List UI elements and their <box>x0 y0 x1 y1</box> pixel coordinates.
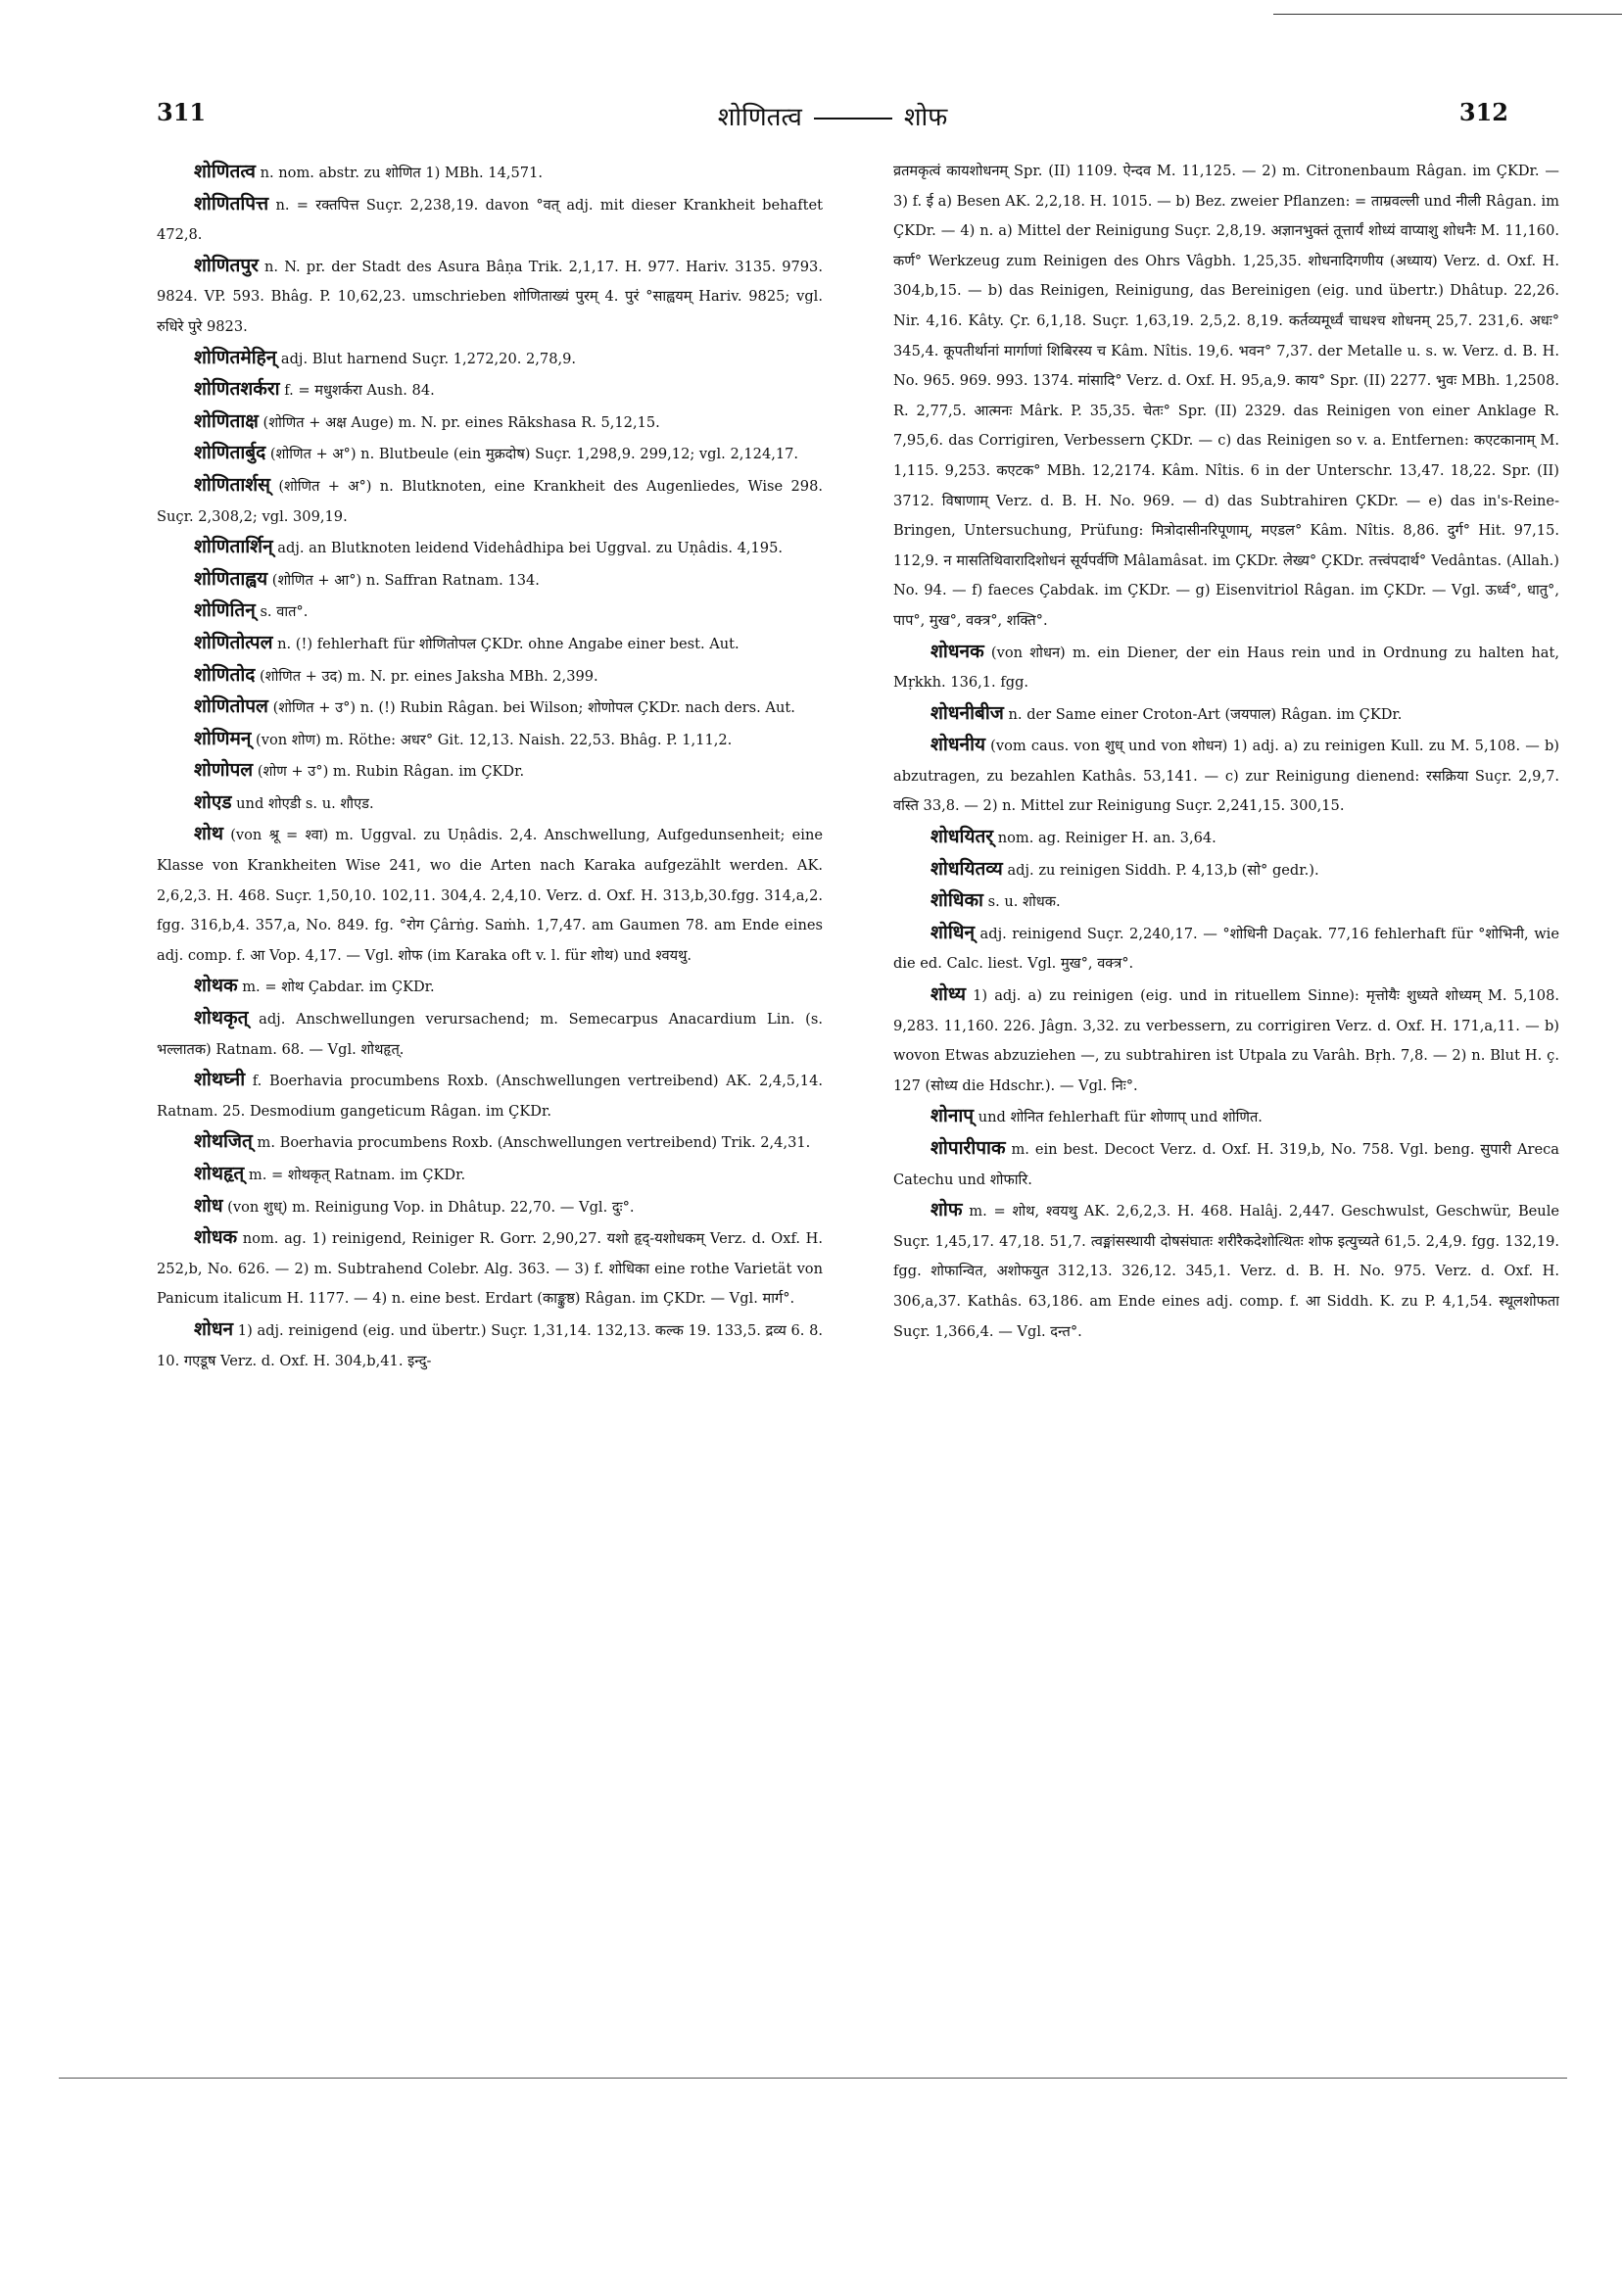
bottom-rule <box>59 2078 1567 2079</box>
dictionary-entry <box>157 532 823 564</box>
entry-headword: शोथकृत् <box>194 1007 249 1029</box>
top-edge-rule <box>1273 14 1622 15</box>
entry-headword: शोणितशर्करा <box>194 378 280 401</box>
dictionary-entry <box>893 730 1559 822</box>
dictionary-entry <box>157 374 823 407</box>
entry-text: n. = रक्तपित्त Suçr. 2,238,19. davon °वत् adj. mit dieser Krankheit behaftet 472,8. <box>157 196 823 244</box>
dictionary-entry <box>893 637 1559 698</box>
entry-headword: शोणितिन् <box>194 599 256 622</box>
entry-text: s. u. शोधक. <box>987 893 1061 911</box>
entry-text: m. = शोथकृत् Ratnam. im ÇKDr. <box>248 1167 466 1183</box>
dictionary-entry <box>157 755 823 788</box>
entry-headword: शोणितोपल <box>194 695 268 718</box>
dictionary-entry <box>157 1065 823 1126</box>
entry-headword: शोणोपल <box>194 759 254 782</box>
entry-text: व्रतमकृत्वं कायशोधनम् Spr. (II) 1109. ऐन्दव M. 11,125. — 2) m. Citronenbaum Râgan. im ÇKDr. — 3) f. ई a) Besen AK. 2,2,18. H. 1015. — b) Bez. zweier Pflanzen: = ताम्रवल्ली und नीली Râgan. im ÇKDr. — 4) n. a) Mittel der Reinigung Suçr. 2,8,19. अज्ञानभुक्तं तूत्तार्यं शोध्यं वाप्याशु शोधनैः M. 11,160. कर्ण° Werkzeug zum Reinigen des Ohrs Vâgbh. 1,25,35. शोधनादिगणीय (अध्याय) Verz. d. Oxf. H. 304,b,15. — b) das Reinigen, Reinigung, das Bereinigen (eig. und übertr.) Dhâtup. 22,26. Nir. 4,16. Kâty. Çr. 6,1,18. Suçr. 1,63,19. 2,5,2. 8,19. कर्तव्यमूर्ध्वं चाधश्च शोधनम् 25,7. 231,6. अधः° 345,4. कूपतीर्थानां मार्गाणां शिबिरस्य च Kâm. Nîtis. 19,6. भवन° 7,37. der Metalle u. s. w. Verz. d. B. H. No. 965. 969. 993. 1374. मांसादि° Verz. d. Oxf. H. 95,a,9. काय° Spr. (II) 2277. भुवः MBh. 1,2508. R. 2,77,5. आत्मनः Mârk. P. 35,35. चेतः° Spr. (II) 2329. das Reinigen von einer Anklage R. 7,95,6. das Corrigiren, Verbessern ÇKDr. — c) das Reinigen so v. a. Entfernen: कएटकानाम् M. 1,115. 9,253. कएटक° MBh. 12,2174. Kâm. Nîtis. 6 in der Unterschr. 13,47. 18,22. Spr. (II) 3712. विषाणाम् Verz. d. B. H. No. 969. — d) das Subtrahiren ÇKDr. — e) das in's-Reine-Bringen, Untersuchung, Prüfung: मित्रोदासीनरिपूणाम्, मएडल° Kâm. Nîtis. 8,86. दुर्ग° Hit. 97,15. 112,9. न मासतिथिवारादिशोधनं सूर्यपर्वणि Mâlamâsat. im ÇKDr. लेख्य° ÇKDr. तत्त्वंपदार्थ° Vedântas. (Allah.) No. 94. — f) faeces Çabdak. im ÇKDr. — g) Eisenvitriol Râgan. im ÇKDr. — Vgl. ऊर्ध्व°, धातु°, पाप°, मुख°, वक्त्र°, शक्ति°. <box>893 163 1559 629</box>
dictionary-entry <box>157 596 823 628</box>
entry-headword: शोधनक <box>930 640 984 662</box>
dictionary-entry <box>157 1003 823 1065</box>
dictionary-entry <box>157 1191 823 1223</box>
entry-headword: शोणिमन् <box>194 727 252 749</box>
entry-text: adj. Anschwellungen verursachend; m. Semecarpus Anacardium Lin. (s. भल्लातक) Ratnam. 68. — Vgl. शोथहृत्. <box>157 1011 823 1058</box>
entry-headword: शोधयितव्य <box>930 857 1003 880</box>
entry-text: (von शोधन) m. ein Diener, der ein Haus rein und in Ordnung zu halten hat, Mṛkkh. 136,1. fgg. <box>893 644 1559 692</box>
entry-headword: शोधिन् <box>930 921 975 943</box>
dictionary-entry <box>157 251 823 343</box>
entry-headword: शोथ <box>194 823 223 845</box>
page-number-left: 311 <box>157 98 207 126</box>
dictionary-entry <box>157 1159 823 1191</box>
entry-headword: शोथहृत् <box>194 1163 245 1184</box>
dictionary-entry <box>893 1101 1559 1133</box>
entry-text: (शोणित + अक्ष Auge) m. N. pr. eines Rākshasa R. 5,12,15. <box>262 413 660 431</box>
dictionary-entry <box>157 971 823 1003</box>
dictionary-entry <box>157 788 823 820</box>
entry-headword: शोणितपित्त <box>194 192 269 215</box>
dictionary-entry <box>157 407 823 439</box>
page-header <box>157 98 1508 137</box>
entry-headword: शोणितार्शिन् <box>194 536 273 558</box>
dictionary-entry <box>157 724 823 756</box>
dictionary-entry <box>157 1315 823 1376</box>
dictionary-entry <box>157 692 823 724</box>
dictionary-entry <box>157 470 823 532</box>
dictionary-entry <box>157 628 823 660</box>
right-column <box>893 157 1559 2018</box>
dictionary-entry <box>893 980 1559 1101</box>
dictionary-entry <box>893 885 1559 918</box>
entry-text: (von श्रू = श्वा) m. Uggval. zu Uṇâdis. 2,4. Anschwellung, Aufgedunsenheit; eine Klasse von Krankheiten Wise 241, wo die Arten nach Karaka aufgezählt werden. AK. 2,6,2,3. H. 468. Suçr. 1,50,10. 102,11. 304,4. 2,4,10. Verz. d. Oxf. H. 313,b,30.fgg. 314,a,2. fgg. 316,b,4. 357,a, No. 849. fg. °रोग Çârṅg. Saṁh. 1,7,47. am Gaumen 78. am Ende eines adj. comp. f. आ Vop. 4,17. — Vgl. शोफ (im Karaka oft v. l. für शोथ) und श्वयथु. <box>157 827 823 964</box>
dictionary-entry <box>893 1195 1559 1347</box>
entry-text: m. = शोथ Çabdar. im ÇKDr. <box>242 979 435 996</box>
entry-text: f. Boerhavia procumbens Roxb. (Anschwellungen vertreibend) AK. 2,4,5,14. Ratnam. 25. Desmodium gangeticum Râgan. im ÇKDr. <box>157 1073 823 1120</box>
entry-headword: शोणितमेहिन् <box>194 346 277 368</box>
entry-headword: शोणितोद <box>194 663 256 686</box>
entry-headword: शोणितपुर <box>194 254 259 276</box>
entry-headword: शोध <box>194 1194 223 1217</box>
dictionary-entry <box>893 1133 1559 1195</box>
entry-text: n. (!) fehlerhaft für शोणितोपल ÇKDr. ohne Angabe einer best. Aut. <box>277 635 739 652</box>
dictionary-entry <box>893 157 1559 637</box>
entry-text: (शोणित + आ°) n. Saffran Ratnam. 134. <box>271 571 540 589</box>
entry-headword: शोएड <box>194 790 232 813</box>
entry-text: m. Boerhavia procumbens Roxb. (Anschwellungen vertreibend) Trik. 2,4,31. <box>257 1134 811 1152</box>
entry-headword: शोधनीबीज <box>930 701 1004 724</box>
running-head-right: शोफ <box>903 103 948 132</box>
dictionary-entry <box>157 189 823 251</box>
left-column <box>157 157 823 2018</box>
dictionary-entry <box>893 918 1559 980</box>
dictionary-entry <box>157 343 823 375</box>
entry-text: (von शुध्) m. Reinigung Vop. in Dhâtup. 22,70. — Vgl. दुः°. <box>227 1198 635 1216</box>
entry-text: m. = शोथ, श्वयथु AK. 2,6,2,3. H. 468. Halâj. 2,447. Geschwulst, Geschwür, Beule Suçr. 1,45,17. 47,18. 51,7. त्वङ्मांसस्थायी दोषसंघातः शरीरैकदेशोत्थितः शोफ इत्युच्यते 61,5. 2,4,9. fgg. 132,19. fgg. शोफान्वित, अशोफयुत 312,13. 326,12. 345,1. Verz. d. B. H. No. 975. Verz. d. Oxf. H. 306,a,37. Kathâs. 63,186. am Ende eines adj. comp. f. आ Siddh. K. zu P. 4,1,54. स्थूलशोफता Suçr. 1,366,4. — Vgl. दन्त°. <box>893 1203 1559 1340</box>
entry-text: (von शोण) m. Röthe: अधर° Git. 12,13. Naish. 22,53. Bhâg. P. 1,11,2. <box>256 731 733 748</box>
entry-text: (शोणित + उ°) n. (!) Rubin Râgan. bei Wilson; शोणोपल ÇKDr. nach ders. Aut. <box>272 699 795 717</box>
entry-text: adj. zu reinigen Siddh. P. 4,13,b (सो° gedr.). <box>1007 861 1319 879</box>
entry-text: s. वात°. <box>260 603 309 621</box>
dictionary-entry <box>157 564 823 597</box>
entry-headword: शोध्य <box>930 983 967 1006</box>
dictionary-entry <box>157 157 823 189</box>
dictionary-entry <box>157 1126 823 1159</box>
dictionary-entry <box>893 698 1559 731</box>
dictionary-entry <box>157 819 823 971</box>
entry-headword: शोथजित् <box>194 1130 253 1153</box>
entry-headword: शोधिका <box>930 889 983 912</box>
entry-text: m. ein best. Decoct Verz. d. Oxf. H. 319,b, No. 758. Vgl. beng. सुपारी Areca Catechu und शोफारि. <box>893 1141 1559 1188</box>
entry-headword: शोणिताक्ष <box>194 409 259 432</box>
entry-text: und शोएडी s. u. शौएड. <box>236 794 374 812</box>
running-head-left: शोणितत्व <box>717 103 802 132</box>
entry-headword: शोणितत्व <box>194 161 256 182</box>
entry-text: und शोनित fehlerhaft für शोणाप् und शोणित. <box>978 1109 1263 1126</box>
entry-text: n. nom. abstr. zu शोणित 1) MBh. 14,571. <box>260 165 543 181</box>
dictionary-entry <box>893 854 1559 886</box>
entry-text: (शोणित + अ°) n. Blutbeule (ein मुक्रदोष) Suçr. 1,298,9. 299,12; vgl. 2,124,17. <box>269 446 799 463</box>
entry-text: n. der Same einer Croton-Art (जयपाल) Râgan. im ÇKDr. <box>1008 705 1403 723</box>
entry-headword: शोथक <box>194 975 238 997</box>
running-head <box>157 98 1508 133</box>
entry-headword: शोणितोत्पल <box>194 631 273 653</box>
entry-headword: शोणिताह्वय <box>194 567 268 590</box>
entry-text: n. N. pr. der Stadt des Asura Bâṇa Trik. 2,1,17. H. 977. Hariv. 3135. 9793. 9824. VP. 593. Bhâg. P. 10,62,23. umschrieben शोणिताख्यं पुरम् 4. पुरं °साह्वयम् Hariv. 9825; vgl. रुधिरे पुरे 9823. <box>157 258 823 335</box>
entry-headword: शोधन <box>194 1317 234 1340</box>
entry-text: (vom caus. von शुध् und von शोधन) 1) adj. a) zu reinigen Kull. zu M. 5,108. — b) abzutragen, zu bezahlen Kathâs. 53,141. — c) zur Reinigung dienend: रसक्रिया Suçr. 2,9,7. वस्ति 33,8. — 2) n. Mittel zur Reinigung Suçr. 2,241,15. 300,15. <box>893 738 1559 815</box>
entry-text: 1) adj. a) zu reinigen (eig. und in rituellem Sinne): मृत्तोयैः शुध्यते शोध्यम् M. 5,108. 9,283. 11,160. 226. Jâgn. 3,32. zu verbessern, zu corrigiren Verz. d. Oxf. H. 171,a,11. — b) wovon Etwas abzuziehen —, zu subtrahiren ist Utpala zu Varâh. Bṛh. 7,8. — 2) n. Blut H. ç. 127 (सोध्य die Hdschr.). — Vgl. निः°. <box>893 987 1559 1094</box>
dictionary-entry <box>893 822 1559 854</box>
entry-text: (शोण + उ°) m. Rubin Râgan. im ÇKDr. <box>257 763 525 781</box>
entry-text: adj. reinigend Suçr. 2,240,17. — °शोधिनी Daçak. 77,16 fehlerhaft für °शोभिनी, wie die ed. Calc. liest. Vgl. मुख°, वक्त्र°. <box>893 925 1559 973</box>
entry-text: 1) adj. reinigend (eig. und übertr.) Suçr. 1,31,14. 132,13. कल्क 19. 133,5. द्रव्य 6. 8. 10. गएडूष Verz. d. Oxf. H. 304,b,41. इन्दु- <box>157 1321 823 1369</box>
entry-headword: शोणितार्शस् <box>194 473 271 496</box>
entry-text: (शोणित + उद) m. N. pr. eines Jaksha MBh. 2,399. <box>259 667 598 685</box>
entry-text: (शोणित + अ°) n. Blutknoten, eine Krankheit des Augenliedes, Wise 298. Suçr. 2,308,2; vgl. 309,19. <box>157 477 823 525</box>
entry-headword: शोपारीपाक <box>930 1137 1006 1159</box>
entry-headword: शोथघ्नी <box>194 1069 246 1091</box>
entry-headword: शोधयितर् <box>930 826 994 848</box>
entry-text: nom. ag. 1) reinigend, Reiniger R. Gorr. 2,90,27. यशो हृद्-यशोधकम् Verz. d. Oxf. H. 252,b, No. 626. — 2) m. Subtrahend Colebr. Alg. 363. — 3) f. शोधिका eine rothe Varietät von Panicum italicum H. 1177. — 4) n. eine best. Erdart (काङ्कुष्ठ) Râgan. im ÇKDr. — Vgl. मार्ग°. <box>157 1230 823 1308</box>
dictionary-entry <box>157 660 823 693</box>
running-head-dash <box>814 118 892 120</box>
dictionary-entry <box>157 438 823 470</box>
entry-headword: शोधक <box>194 1226 238 1249</box>
entry-text: f. = मधुशर्करा Aush. 84. <box>284 382 435 400</box>
entry-headword: शोधनीय <box>930 734 986 756</box>
entry-text: adj. Blut harnend Suçr. 1,272,20. 2,78,9. <box>280 350 577 367</box>
entry-text: nom. ag. Reiniger H. an. 3,64. <box>997 830 1216 847</box>
page-number-right: 312 <box>1458 98 1508 126</box>
entry-text: adj. an Blutknoten leidend Videhâdhipa bei Uggval. zu Uṇâdis. 4,195. <box>277 540 784 557</box>
entry-headword: शोणितार्बुद <box>194 442 266 464</box>
entry-headword: शोनाप् <box>930 1105 975 1127</box>
dictionary-entry <box>157 1222 823 1315</box>
entry-headword: शोफ <box>930 1199 963 1221</box>
